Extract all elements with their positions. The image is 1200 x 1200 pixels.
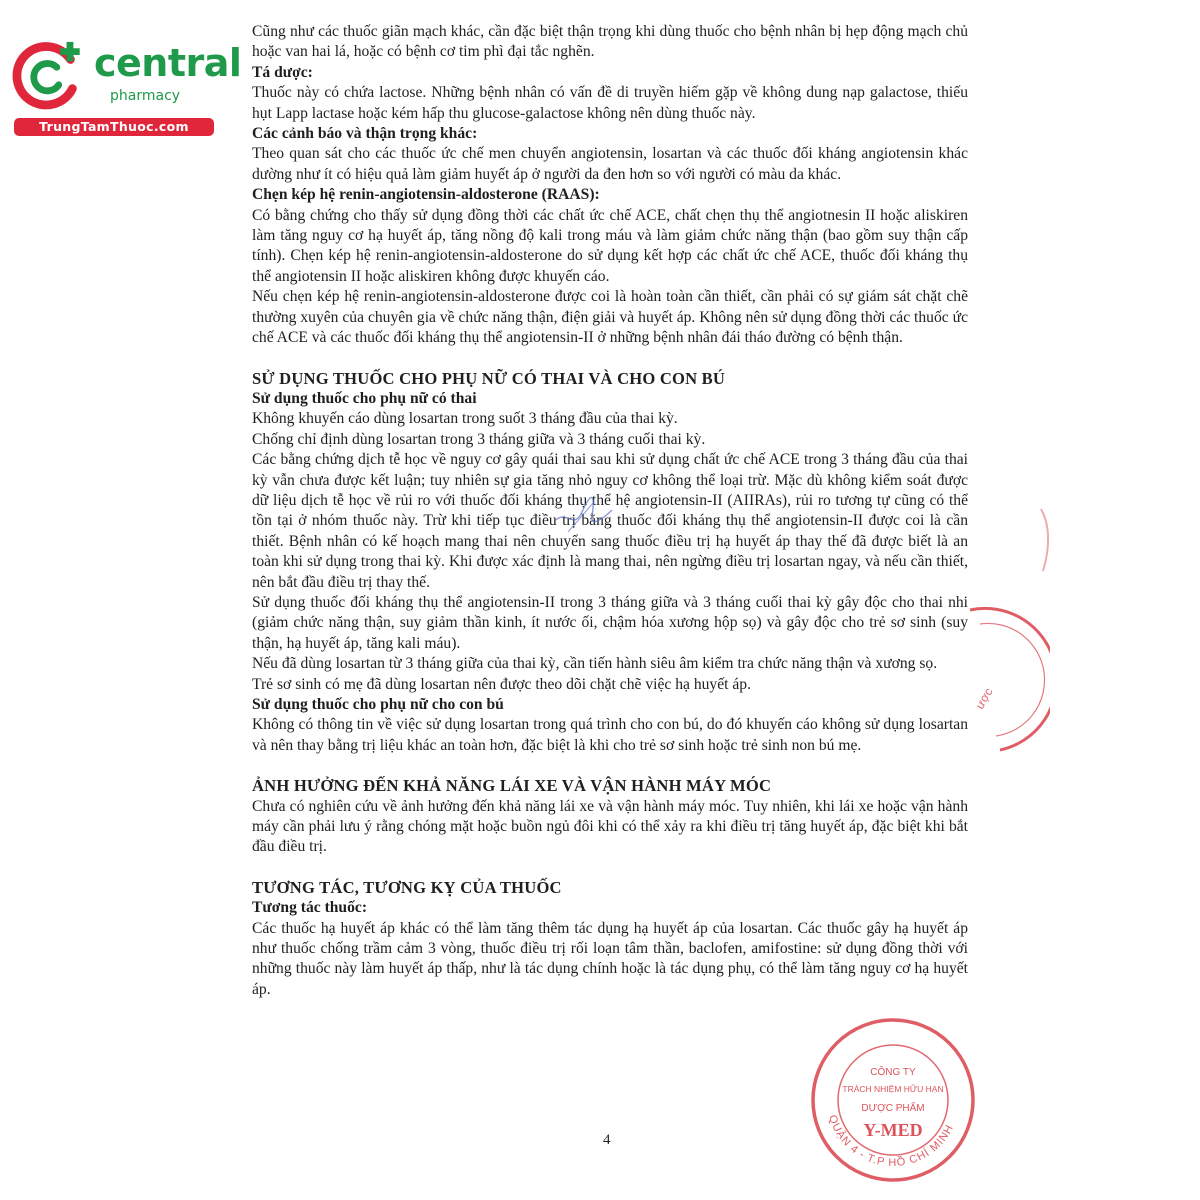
logo-wordmark: central [94, 41, 242, 85]
body-paragraph: Cũng như các thuốc giãn mạch khác, cần đặc biệt thận trọng khi dùng thuốc cho bệnh nhân bị hẹp động mạch chủ hoặc van hai lá, hoặc có bệnh cơ tim phì đại tắc nghẽn. [252, 23, 968, 61]
signature-scribble-icon [548, 480, 618, 540]
subheading: Tá dược: [252, 63, 313, 81]
edge-stamp-mark-icon [1035, 505, 1055, 575]
body-paragraph: Trẻ sơ sinh có mẹ đã dùng losartan nên được theo dõi chặt chẽ việc hạ huyết áp. [252, 675, 751, 693]
partial-seal-icon [960, 590, 1050, 770]
svg-text:DƯỢC PHẨM: DƯỢC PHẨM [861, 1103, 925, 1114]
body-paragraph: Các thuốc hạ huyết áp khác có thể làm tăng thêm tác dụng hạ huyết áp của losartan. Các thuốc gây hạ huyết áp như thuốc chống trầm cảm 3 vòng, thuốc điều trị rối loạn tâm thần, baclofen, amifostine: sử dụng đồng thời với những thuốc này làm huyết áp thấp, như là tác dụng chính hoặc là tác dụng phụ, có thể làm tăng nguy cơ hạ huyết áp. [252, 919, 968, 998]
body-paragraph: Nếu chẹn kép hệ renin-angiotensin-aldosterone được coi là hoàn toàn cần thiết, cần phải có sự giám sát chặt chẽ thường xuyên của chuyên gia về chức năng thận, điện giải và huyết áp. Không nên sử dụng đồng thời các thuốc ức chế ACE và các thuốc đối kháng thụ thể angiotensin-II ở những bệnh nhân đái tháo đường có bệnh thận. [252, 288, 968, 347]
svg-text:CÔNG TY: CÔNG TY [870, 1067, 916, 1078]
subheading: Các cảnh báo và thận trọng khác: [252, 125, 478, 143]
svg-text:TRÁCH NHIỆM HỮU HẠN: TRÁCH NHIỆM HỮU HẠN [842, 1084, 944, 1094]
svg-text:QUẬN 4 - T.P HỒ CHÍ MINH: QUẬN 4 - T.P HỒ CHÍ MINH [826, 1113, 957, 1170]
page-number: 4 [603, 1132, 611, 1148]
svg-text:ược: ược [972, 685, 996, 712]
logo-website-link[interactable]: TrungTamThuoc.com [14, 118, 214, 136]
company-seal-icon [808, 1015, 978, 1185]
section-heading: TƯƠNG TÁC, TƯƠNG KỴ CỦA THUỐC [252, 877, 562, 897]
section-heading: SỬ DỤNG THUỐC CHO PHỤ NỮ CÓ THAI VÀ CHO CON BÚ [252, 368, 726, 388]
subheading: Chẹn kép hệ renin-angiotensin-aldosterone (RAAS): [252, 186, 600, 204]
brand-logo[interactable] [10, 36, 242, 136]
subheading: Sử dụng thuốc cho phụ nữ cho con bú [252, 696, 504, 713]
body-paragraph: Chưa có nghiên cứu về ảnh hưởng đến khả năng lái xe và vận hành máy móc. Tuy nhiên, khi lái xe hoặc vận hành máy cần phải lưu ý rằng chóng mặt hoặc buồn ngủ đôi khi có thể xảy ra khi điều trị tăng huyết áp, đặc biệt khi bắt đầu điều trị. [252, 797, 968, 856]
body-paragraph: Thuốc này có chứa lactose. Những bệnh nhân có vấn đề di truyền hiếm gặp về không dung nạp galactose, thiếu hụt Lapp lactase hoặc kém hấp thu glucose-galactose không nên dùng thuốc này. [252, 84, 968, 122]
subheading: Tương tác thuốc: [252, 899, 368, 917]
body-paragraph: Có bằng chứng cho thấy sử dụng đồng thời các chất ức chế ACE, chất chẹn thụ thể angiotnesin II hoặc aliskiren làm tăng nguy cơ hạ huyết áp, tăng nồng độ kali trong máu và làm giảm chức năng thận (bao gồm suy thận cấp tính). Chẹn kép hệ renin-angiotensin-aldosterone do sử dụng kết hợp các chất ức chế ACE, thuốc đối kháng thụ thể angiotensin II hoặc aliskiren không được khuyến cáo. [252, 206, 968, 285]
central-pharmacy-logo-icon [10, 38, 88, 116]
subheading: Sử dụng thuốc cho phụ nữ có thai [252, 389, 477, 407]
body-paragraph: Nếu đã dùng losartan từ 3 tháng giữa của thai kỳ, cần tiến hành siêu âm kiểm tra chức năng thận và xương sọ. [252, 655, 938, 673]
body-paragraph: Theo quan sát cho các thuốc ức chế men chuyển angiotensin, losartan và các thuốc đối kháng angiotensin khác dường như ít có hiệu quả làm giảm huyết áp ở người da đen hơn so với người có màu da khác. [252, 145, 968, 183]
body-paragraph: Các bằng chứng dịch tễ học về nguy cơ gây quái thai sau khi sử dụng chất ức chế ACE trong 3 tháng đầu của thai kỳ vẫn chưa được kết luận; tuy nhiên sự gia tăng nhỏ nguy cơ không thể loại trừ. Mặc dù không kiểm soát được dữ liệu dịch tễ học về rủi ro với thuốc đối kháng thụ thể hệ angiotensin-II (AIIRAs), rủi ro tương tự cũng có thể tồn tại ở nhóm thuốc này. Trừ khi tiếp tục điều trị bằng thuốc đối kháng thụ thể angiotensin-II được coi là cần thiết. Bệnh nhân có kế hoạch mang thai nên chuyển sang thuốc điều trị hạ huyết áp thay thế đã được biết là an toàn khi sử dụng trong thai kỳ. Khi được xác định là mang thai, nên ngừng điều trị losartan ngay, và nếu cần thiết, nên bắt đầu điều trị thay thế. [252, 451, 968, 591]
body-paragraph: Sử dụng thuốc đối kháng thụ thể angiotensin-II trong 3 tháng giữa và 3 tháng cuối thai kỳ gây độc cho thai nhi (giảm chức năng thận, suy giảm thần kinh, ít nước ối, chậm hóa xương hộp sọ) và gây độc cho trẻ sơ sinh (suy thận, hạ huyết áp, tăng kali máu). [252, 593, 968, 652]
svg-text:Y-MED: Y-MED [863, 1120, 923, 1140]
body-paragraph: Không có thông tin về việc sử dụng losartan trong quá trình cho con bú, do đó khuyến cáo không sử dụng losartan và nên thay bằng trị liệu khác an toàn hơn, đặc biệt là khi cho trẻ sơ sinh hoặc trẻ sinh non bú mẹ. [252, 716, 968, 754]
body-paragraph: Chống chỉ định dùng losartan trong 3 tháng giữa và 3 tháng cuối thai kỳ. [252, 430, 706, 448]
section-heading: ẢNH HƯỞNG ĐẾN KHẢ NĂNG LÁI XE VÀ VẬN HÀNH MÁY MÓC [252, 776, 772, 796]
logo-subtitle: pharmacy [110, 88, 181, 104]
body-paragraph: Không khuyến cáo dùng losartan trong suốt 3 tháng đầu của thai kỳ. [252, 410, 678, 428]
